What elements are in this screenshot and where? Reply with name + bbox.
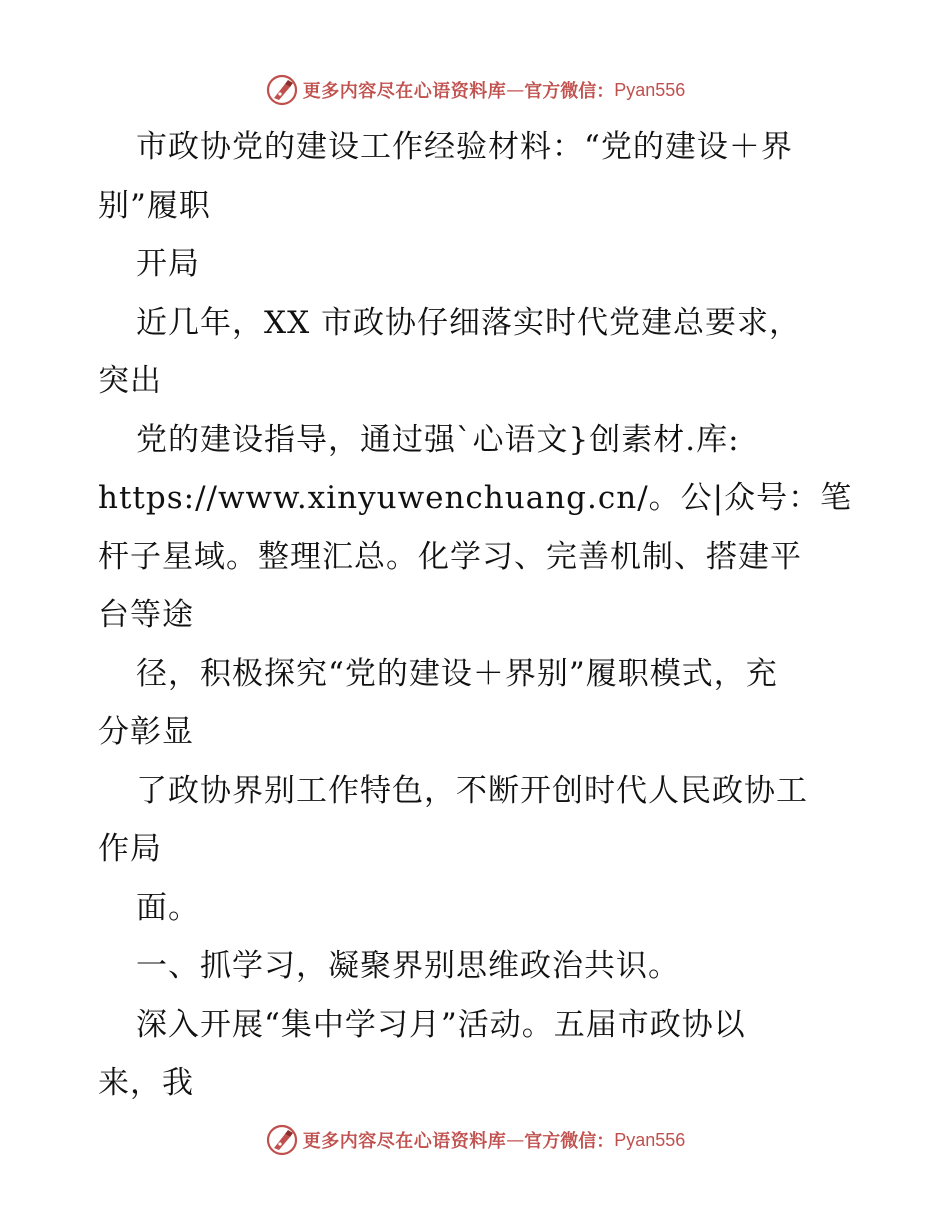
text-line: 面。 <box>136 889 200 926</box>
header-banner <box>0 70 950 110</box>
text-line: https://www.xinyuwenchuang.cn/。公|众号：笔 <box>98 480 853 516</box>
banner-site-name: 更多内容尽在心语资料库 <box>302 1131 507 1152</box>
text-line: 来，我 <box>98 1065 194 1101</box>
banner-wechat-id: Pyan556 <box>614 79 686 100</box>
text-line: 了政协界别工作特色，不断开创时代人民政协工 <box>136 772 808 809</box>
text-line: 一、抓学习，凝聚界别思维政治共识。 <box>136 948 680 984</box>
text-line: 分彰显 <box>98 714 194 750</box>
text-line: 党的建设指导，通过强`心语文}创素材.库: <box>136 421 740 458</box>
pen-nib-logo-icon <box>265 73 299 107</box>
banner-site-name: 更多内容尽在心语资料库 <box>302 81 507 102</box>
pen-nib-logo-icon <box>265 1123 299 1157</box>
text-line: 径，积极探究“党的建设＋界别”履职模式，充 <box>136 655 778 692</box>
text-line: 开局 <box>136 246 200 282</box>
banner-wechat-label: 官方微信： <box>524 1131 615 1152</box>
text-line: 深入开展“集中学习月”活动。五届市政协以 <box>136 1006 746 1043</box>
banner-separator: — <box>506 1129 525 1151</box>
banner-wechat-id: Pyan556 <box>614 1129 686 1150</box>
text-line: 近几年，XX 市政协仔细落实时代党建总要求， <box>136 304 801 341</box>
text-line: 别”履职 <box>98 187 211 224</box>
banner-wechat-label: 官方微信： <box>524 81 615 102</box>
document-body <box>98 118 858 1113</box>
footer-banner <box>0 1120 950 1160</box>
text-line: 台等途 <box>98 597 194 633</box>
text-line: 作局 <box>98 831 162 867</box>
text-line: 市政协党的建设工作经验材料：“党的建设＋界 <box>136 129 793 165</box>
text-line: 突出 <box>98 363 162 399</box>
text-line: 杆子星域。整理汇总。化学习、完善机制、搭建平 <box>98 538 802 575</box>
banner-separator: — <box>506 79 525 101</box>
